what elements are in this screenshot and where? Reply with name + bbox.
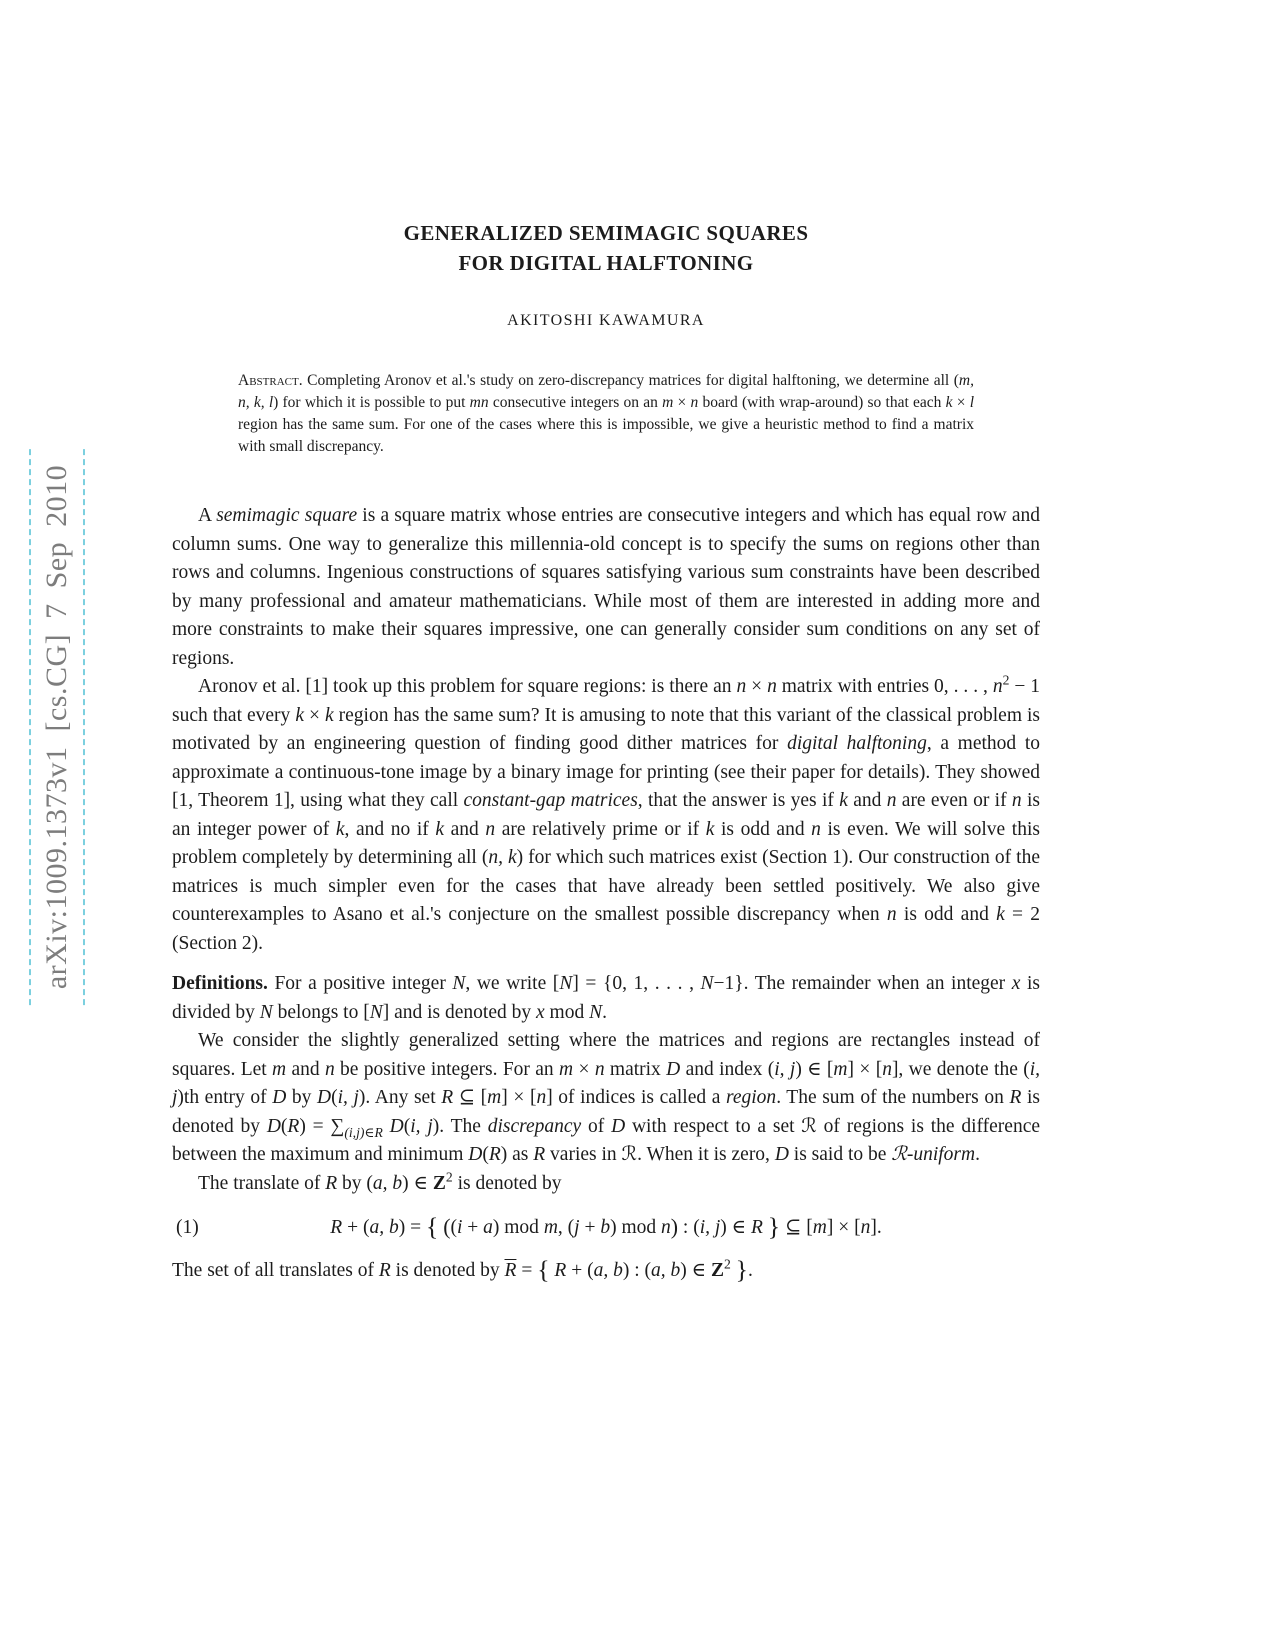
paper-title (172, 218, 1040, 278)
paper-page (172, 0, 1040, 1285)
paragraph-translate: The translate of R by (a, b) ∈ $Z^2$ is denoted by (198, 1169, 562, 1194)
abstract: Abstract. Completing Aronov et al.'s study on zero-discrepancy matrices for digital halftoning, we determine all (m, n, k, l) for which it is possible to put mn consecutive integers on an m × n board (with wrap-around) so that each k × l region has the same sum. For one of the cases where this is impossible, we give a heuristic method to find a matrix with small discrepancy. (238, 372, 975, 455)
arxiv-watermark-text: arXiv:1009.1373v1 [cs.CG] 7 Sep 2010 (40, 464, 73, 990)
paper-title-line2: FOR DIGITAL HALFTONING (458, 251, 754, 275)
paragraph-aronov: Aronov et al. [1] took up this problem for square regions: is there an n × n matrix with entries 0, . . . , $n^2 - 1$ such that every k × k region has the same sum? It is amusing to note that this variant of the classical problem is motivated by an engineering question of finding good dither matrices for digital halftoning, a method to approximate a continuous-tone image by a binary image for printing (see their paper for details). They showed [1, Theorem 1], using what they call constant-gap matrices, that the answer is yes if k and n are even or if n is an integer power of k, and no if k and n are relatively prime or if k is odd and n is even. We will solve this problem completely by determining all (n, k) for which such matrices exist (Section 1). Our construction of the matrices is much simpler even for the cases that have already been settled positively. We also give counterexamples to Asano et al.'s conjecture on the smallest possible discrepancy when n is odd and k = 2 (Section 2). (172, 672, 1041, 954)
arxiv-watermark (29, 449, 85, 1005)
paragraph-setting: We consider the slightly generalized setting where the matrices and regions are rectangles instead of squares. Let m and n be positive integers. For an m × n matrix D and index (i, j) ∈ [m] × [n], we denote the (i, j)th entry of D by D(i, j). Any set R ⊆ [m] × [n] of indices is called a region. The sum of the numbers on R is denoted by $D(R) = \sum_{(i,j)\in R}$ D(i, j). The discrepancy of D with respect to a set ℛ of regions is the difference between the maximum and minimum D(R) as R varies in ℛ. When it is zero, D is said to be ℛ-uniform. (172, 1030, 1041, 1165)
paper-title-line1: GENERALIZED SEMIMAGIC SQUARES (403, 221, 809, 245)
paragraph-definitions: Definitions. For a positive integer N, we write [N] = {0, 1, . . . , N−1}. The remainder when an integer x is divided by N belongs to [N] and is denoted by x mod N. (172, 973, 1040, 1023)
paragraph-translates-set: The set of all translates of R is denoted by $\overline{R}$ = { R + (a, b) : (a, b) ∈ $Z^2$ }. (172, 1254, 753, 1284)
paragraph-intro: A semimagic square is a square matrix whose entries are consecutive integers and which has equal row and column sums. One way to generalize this millennia-old concept is to specify the sums on regions other than rows and columns. Ingenious constructions of squares satisfying various sum constraints have been described by many professional and amateur mathematicians. While most of them are interested in adding more and more constraints to make their squares impressive, one can generally consider sum conditions on any set of regions. (172, 505, 1040, 669)
equation-body: R + (a, b) = { ((i + a) mod m, (j + b) mod n) : (i, j) ∈ R } ⊆ [m] × [n]. (330, 1212, 882, 1242)
paper-author: AKITOSHI KAWAMURA (507, 312, 705, 329)
equation-1 (172, 1214, 1040, 1243)
paper-body (172, 502, 1040, 1285)
equation-number: (1) (176, 1217, 199, 1238)
